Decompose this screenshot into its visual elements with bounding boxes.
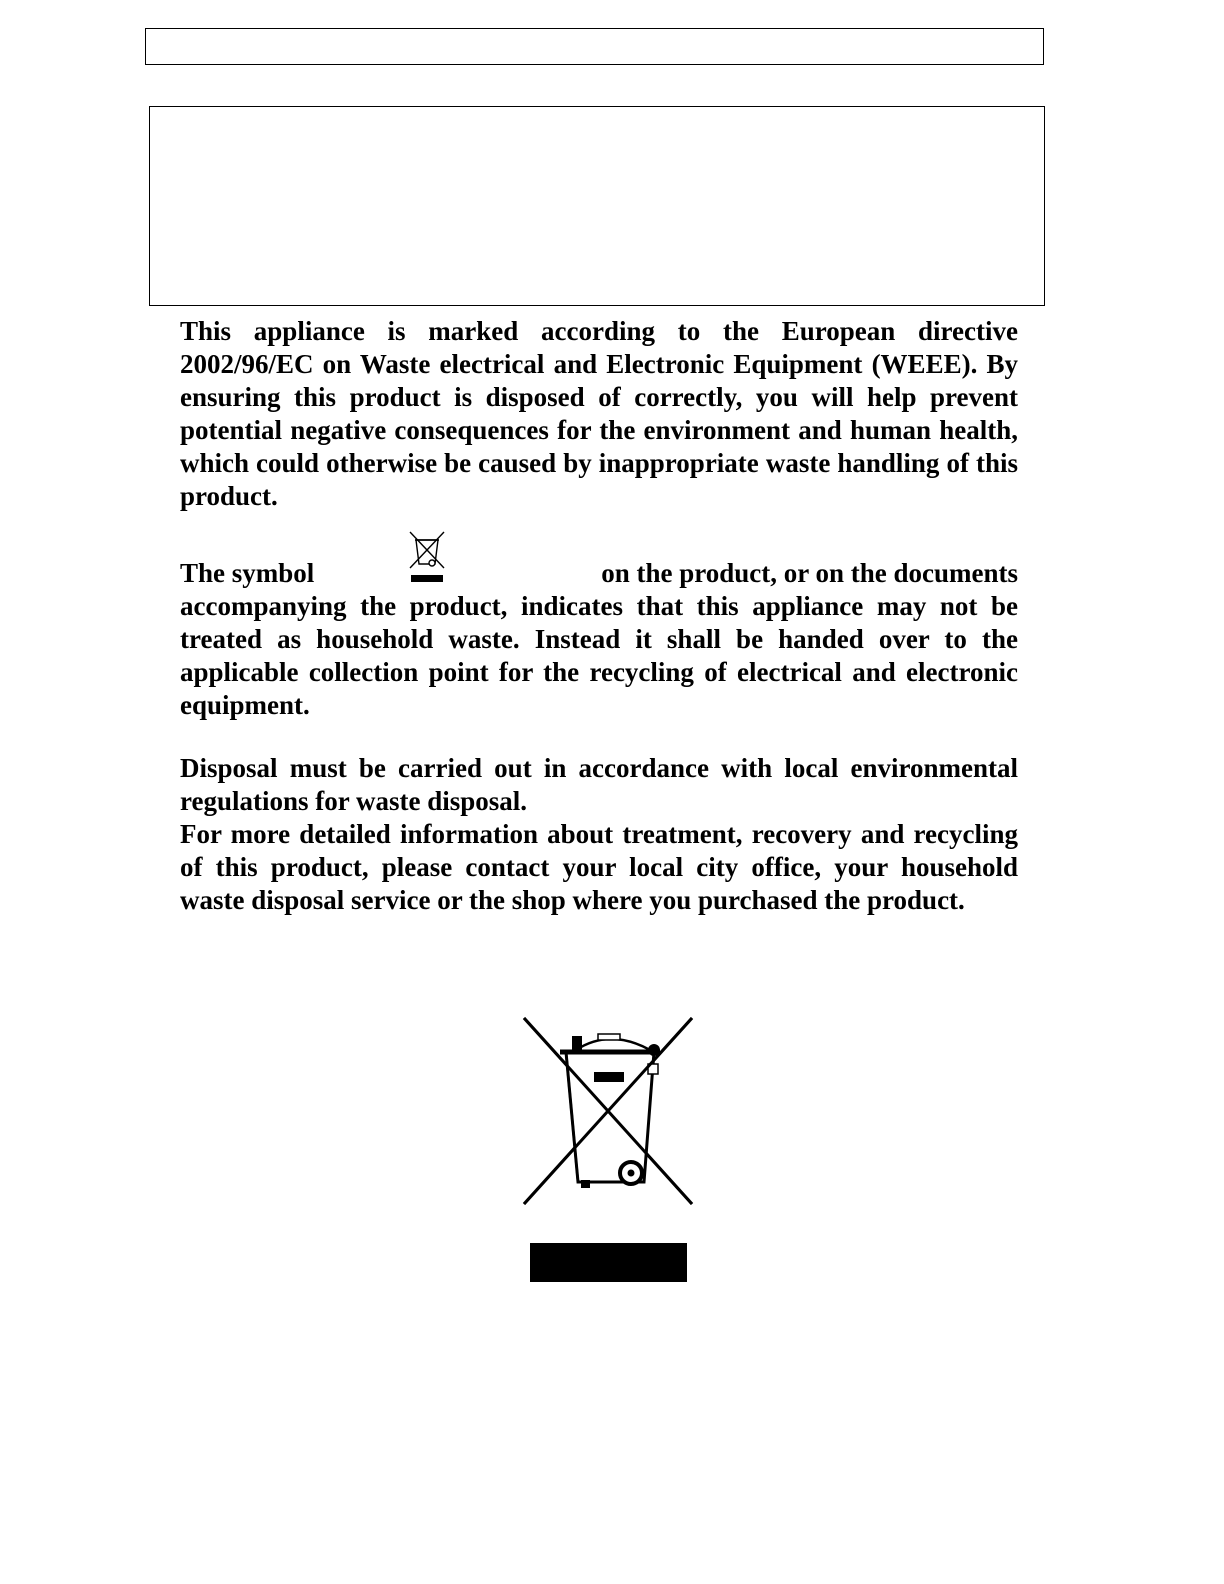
symbol-line-end: on the product, or on the documents xyxy=(601,558,1018,588)
symbol-line-start: The symbol xyxy=(180,558,315,588)
symbol-paragraph xyxy=(180,557,1018,722)
weee-intro-paragraph: This appliance is marked according to the European directive 2002/96/EC on Waste electrical and Electronic Equipment (WEEE). By ensuring this product is disposed of correctly, you will help prevent potential negative consequences for the environment and human health, which could otherwise be caused by inappropriate waste handling of this product. xyxy=(180,316,1018,511)
header-box xyxy=(145,28,1044,65)
weee-inline-icon xyxy=(406,530,448,586)
disposal-contact-text: For more detailed information about treatment, recovery and recycling of this product, please contact your local city office, your household waste disposal service or the shop where you purchased the product. xyxy=(180,819,1018,915)
title-box xyxy=(149,106,1045,306)
disposal-paragraph xyxy=(180,752,1018,917)
symbol-line xyxy=(180,557,1018,590)
disposal-regulations-text: Disposal must be carried out in accordance with local environmental regulations for waste disposal. xyxy=(180,753,1018,816)
weee-crossed-bin-icon xyxy=(520,1014,696,1284)
symbol-paragraph-rest: accompanying the product, indicates that this appliance may not be treated as household waste. Instead it shall be handed over to the applicable collection point for the recycling of electrical and electronic equipment. xyxy=(180,591,1018,720)
